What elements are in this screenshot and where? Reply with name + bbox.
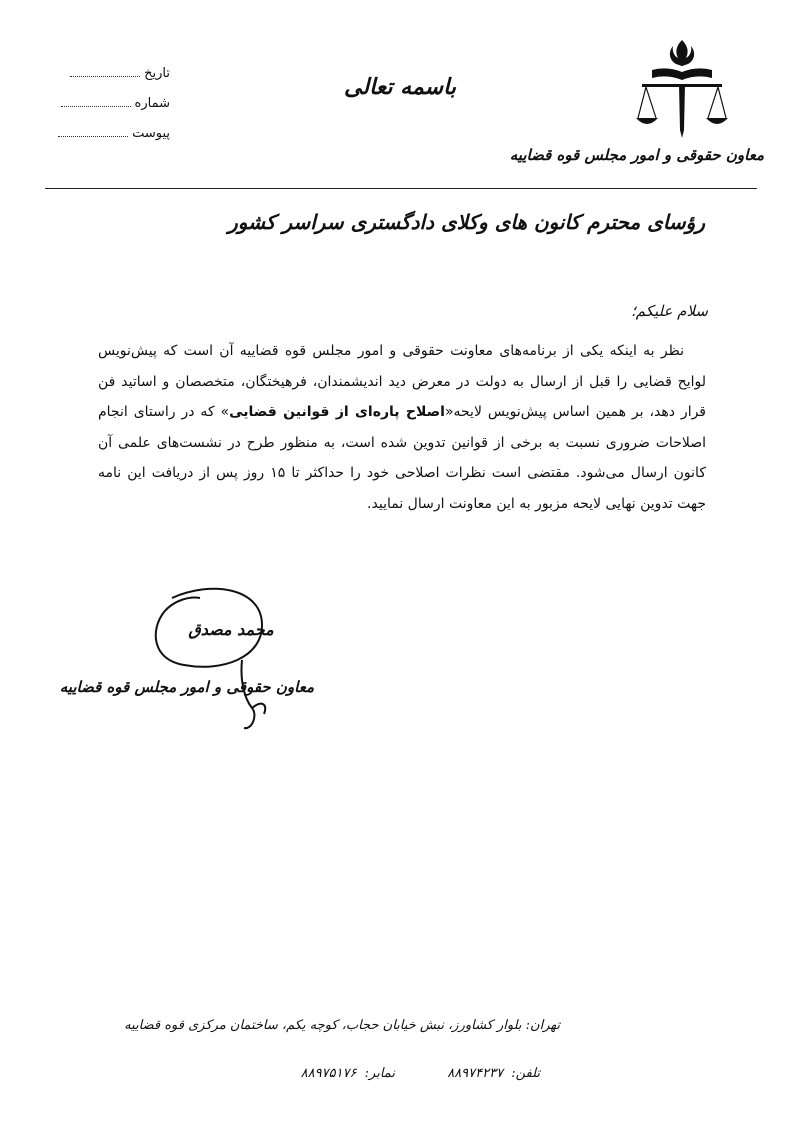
judiciary-emblem-icon xyxy=(632,38,732,148)
office-name: معاون حقوقی و امور مجلس قوه قضاییه xyxy=(509,146,764,164)
phone-label: تلفن: xyxy=(511,1066,540,1081)
addressee: رؤسای محترم کانون های وکلای دادگستری سراسر کشور xyxy=(228,210,705,234)
footer-contact xyxy=(260,1066,540,1081)
footer-address: تهران: بلوار کشاورز، نبش خیابان حجاب، کوچه یکم، ساختمان مرکزی قوه قضاییه xyxy=(124,1018,560,1033)
attachment-blank xyxy=(58,126,128,137)
signer-name: محمد مصدق xyxy=(188,620,274,639)
letter-body xyxy=(98,336,706,519)
phone-number: ۸۸۹۷۴۲۳۷ xyxy=(447,1066,504,1081)
header-divider xyxy=(45,188,757,189)
number-blank xyxy=(61,96,131,107)
handwritten-signature xyxy=(59,580,332,750)
number-field xyxy=(50,96,170,126)
greeting: سلام علیکم؛ xyxy=(630,302,708,320)
invocation-heading: باسمه تعالی xyxy=(344,74,456,100)
fax-label: نمابر: xyxy=(364,1066,395,1081)
body-part-2: » که در راستای انجام اصلاحات ضروری نسبت به برخی از قوانین تدوین شده است، به منظور طرح در نشست‌های علمی آن کانون ارسال می‌شود. مقتضی است نظرات اصلاحی خود را حداکثر تا ۱۵ روز پس از دریافت این نامه جهت تدوین نهایی لایحه مزبور به این معاونت ارسال نمایید. xyxy=(98,404,706,512)
bill-title: اصلاح پاره‌ای از قوانین قضایی xyxy=(229,404,445,420)
letter-meta-fields xyxy=(50,66,170,156)
date-field xyxy=(50,66,170,96)
attachment-label: پیوست xyxy=(132,126,170,141)
body-paragraph xyxy=(98,336,706,519)
fax-number: ۸۸۹۷۵۱۷۶ xyxy=(300,1066,357,1081)
signer-title: معاون حقوقی و امور مجلس قوه قضاییه xyxy=(59,678,314,696)
attachment-field xyxy=(50,126,170,156)
body-part-1: نظر به اینکه یکی از برنامه‌های معاونت حقوقی و امور مجلس قوه قضاییه آن است که پیش‌نویس لوایح قضایی را قبل از ارسال به دولت در معرض دید اندیشمندان، فرهیختگان، متخصصان و اساتید فن قرار دهد، بر همین اساس پیش‌نویس لایحه« xyxy=(98,343,706,420)
date-blank xyxy=(70,66,140,77)
number-label: شماره xyxy=(134,96,170,111)
date-label: تاریخ xyxy=(144,66,170,81)
